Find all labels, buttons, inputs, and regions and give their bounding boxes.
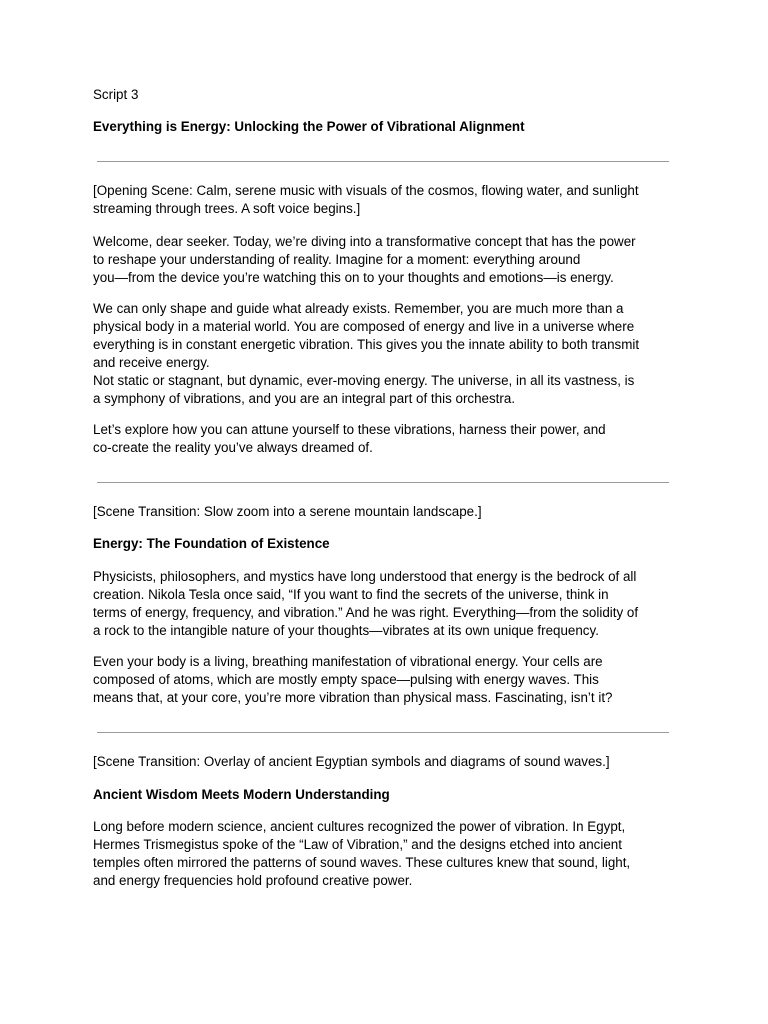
divider-2 <box>97 482 669 483</box>
divider-3 <box>97 732 669 733</box>
paragraph-ancient-cultures: Long before modern science, ancient cultures recognized the power of vibration. In Egypt, Hermes Trismegistus spoke of the “Law of Vibration,” and the designs etched into ancient temples often mirrored the patterns of sound waves. These cultures knew that sound, light, and energy frequencies hold profound creative power. <box>93 819 631 888</box>
paragraph-body-vibration: Even your body is a living, breathing manifestation of vibrational energy. Your cells are composed of atoms, which are mostly empty space—pulsing with energy waves. This means that, at your core, you’re more vibration than physical mass. Fascinating, isn’t it? <box>93 654 613 705</box>
script-label: Script 3 <box>93 87 139 102</box>
heading-ancient-wisdom: Ancient Wisdom Meets Modern Understanding <box>93 787 390 802</box>
paragraph-physicists: Physicists, philosophers, and mystics have long understood that energy is the bedrock of all creation. Nikola Tesla once said, “If you want to find the secrets of the universe, think in terms of energy, frequency, and vibration.” And he was right. Everything—from the solidity of a rock to the intangible nature of your thoughts—vibrates at its own unique frequency. <box>93 569 639 638</box>
paragraph-welcome: Welcome, dear seeker. Today, we’re diving into a transformative concept that has the power to reshape your understanding of reality. Imagine for a moment: everything around you—from the device you’re watching this on to your thoughts and emotions—is energy. <box>93 234 636 285</box>
scene-transition-mountain: [Scene Transition: Slow zoom into a serene mountain landscape.] <box>93 504 482 519</box>
divider-1 <box>97 161 669 162</box>
document-title: Everything is Energy: Unlocking the Power of Vibrational Alignment <box>93 119 525 134</box>
paragraph-explore: Let’s explore how you can attune yourself to these vibrations, harness their power, and co-create the reality you’ve always dreamed of. <box>93 422 606 455</box>
paragraph-shape-guide: We can only shape and guide what already exists. Remember, you are much more than a physical body in a material world. You are composed of energy and live in a universe where everything is in constant energetic vibration. This gives you the innate ability to both transmit and receive energy. Not static or stagnant, but dynamic, ever-moving energy. The universe, in all its vastness, is a symphony of vibrations, and you are an integral part of this orchestra. <box>93 301 640 406</box>
scene-transition-egypt: [Scene Transition: Overlay of ancient Egyptian symbols and diagrams of sound waves.] <box>93 754 610 769</box>
opening-scene-direction: [Opening Scene: Calm, serene music with visuals of the cosmos, flowing water, and sunlight streaming through trees. A soft voice begins.] <box>93 183 639 216</box>
heading-energy-foundation: Energy: The Foundation of Existence <box>93 536 330 551</box>
